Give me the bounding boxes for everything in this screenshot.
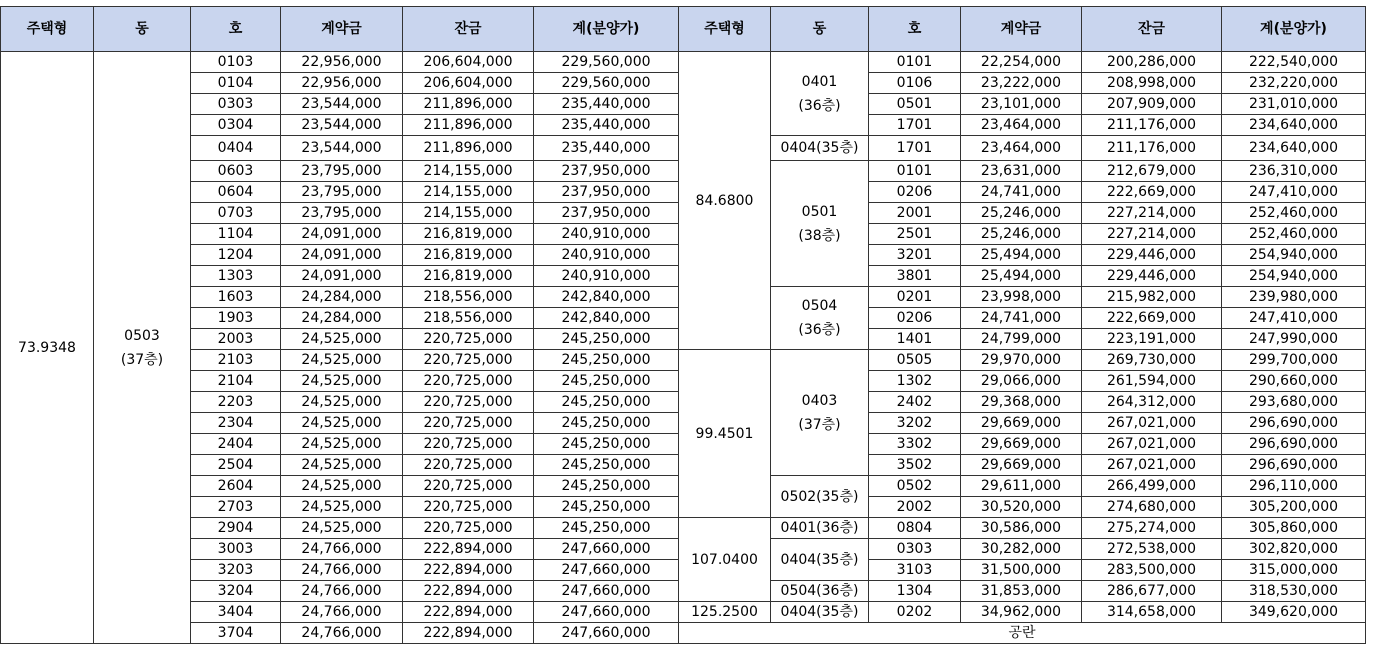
deposit-cell: 31,853,000	[961, 581, 1082, 602]
ho-cell: 2001	[869, 203, 961, 224]
total-cell: 229,560,000	[534, 73, 679, 94]
dong-cell-line: (36층)	[798, 322, 841, 338]
total-cell: 229,560,000	[534, 52, 679, 73]
total-cell: 296,690,000	[1222, 413, 1366, 434]
deposit-cell: 23,998,000	[961, 287, 1082, 308]
balance-cell: 269,730,000	[1082, 350, 1222, 371]
deposit-cell: 23,222,000	[961, 73, 1082, 94]
total-cell: 315,000,000	[1222, 560, 1366, 581]
balance-cell: 212,679,000	[1082, 161, 1222, 182]
deposit-cell: 34,962,000	[961, 602, 1082, 623]
total-cell: 247,660,000	[534, 560, 679, 581]
total-cell: 254,940,000	[1222, 266, 1366, 287]
total-cell: 247,660,000	[534, 539, 679, 560]
deposit-cell: 24,091,000	[281, 266, 403, 287]
column-header: 잔금	[1082, 7, 1222, 52]
dong-cell: 0404(35층)	[771, 136, 869, 161]
column-header: 동	[771, 7, 869, 52]
ho-cell: 2404	[191, 434, 281, 455]
total-cell: 245,250,000	[534, 413, 679, 434]
ho-cell: 0304	[191, 115, 281, 136]
balance-cell: 214,155,000	[403, 203, 534, 224]
deposit-cell: 24,525,000	[281, 434, 403, 455]
total-cell: 245,250,000	[534, 434, 679, 455]
ho-cell: 1104	[191, 224, 281, 245]
total-cell: 232,220,000	[1222, 73, 1366, 94]
deposit-cell: 24,766,000	[281, 560, 403, 581]
ho-cell: 0103	[191, 52, 281, 73]
ho-cell: 2604	[191, 476, 281, 497]
balance-cell: 220,725,000	[403, 329, 534, 350]
price-table	[0, 6, 1366, 644]
total-cell: 242,840,000	[534, 287, 679, 308]
dong-cell: 0404(35층)	[771, 539, 869, 581]
balance-cell: 220,725,000	[403, 518, 534, 539]
balance-cell: 223,191,000	[1082, 329, 1222, 350]
deposit-cell: 23,101,000	[961, 94, 1082, 115]
ho-cell: 1302	[869, 371, 961, 392]
ho-cell: 0404	[191, 136, 281, 161]
ho-cell: 1701	[869, 115, 961, 136]
column-header: 동	[94, 7, 191, 52]
ho-cell: 0101	[869, 52, 961, 73]
balance-cell: 220,725,000	[403, 455, 534, 476]
deposit-cell: 29,066,000	[961, 371, 1082, 392]
total-cell: 235,440,000	[534, 115, 679, 136]
deposit-cell: 29,669,000	[961, 455, 1082, 476]
ho-cell: 3302	[869, 434, 961, 455]
dong-cell: 0404(35층)	[771, 602, 869, 623]
total-cell: 245,250,000	[534, 350, 679, 371]
total-cell: 237,950,000	[534, 161, 679, 182]
deposit-cell: 29,368,000	[961, 392, 1082, 413]
ho-cell: 0505	[869, 350, 961, 371]
deposit-cell: 24,741,000	[961, 182, 1082, 203]
deposit-cell: 29,669,000	[961, 434, 1082, 455]
column-header: 계약금	[281, 7, 403, 52]
ho-cell: 2501	[869, 224, 961, 245]
ho-cell: 3404	[191, 602, 281, 623]
deposit-cell: 25,246,000	[961, 224, 1082, 245]
balance-cell: 220,725,000	[403, 413, 534, 434]
deposit-cell: 23,544,000	[281, 94, 403, 115]
dong-cell	[771, 287, 869, 350]
balance-cell: 222,894,000	[403, 581, 534, 602]
deposit-cell: 24,284,000	[281, 287, 403, 308]
ho-cell: 2003	[191, 329, 281, 350]
dong-cell-line: 0403	[801, 392, 838, 409]
total-cell: 302,820,000	[1222, 539, 1366, 560]
balance-cell: 211,896,000	[403, 94, 534, 115]
ho-cell: 0104	[191, 73, 281, 94]
deposit-cell: 24,525,000	[281, 329, 403, 350]
table-row	[1, 52, 1366, 73]
unit-type-cell: 99.4501	[679, 350, 771, 518]
deposit-cell: 24,525,000	[281, 413, 403, 434]
deposit-cell: 25,246,000	[961, 203, 1082, 224]
ho-cell: 2504	[191, 455, 281, 476]
ho-cell: 3203	[191, 560, 281, 581]
deposit-cell: 24,766,000	[281, 623, 403, 644]
total-cell: 318,530,000	[1222, 581, 1366, 602]
unit-type-cell: 73.9348	[1, 52, 94, 644]
total-cell: 237,950,000	[534, 203, 679, 224]
column-header: 계(분양가)	[1222, 7, 1366, 52]
table-row	[1, 518, 1366, 539]
dong-cell-line: (38층)	[798, 227, 841, 244]
total-cell: 245,250,000	[534, 497, 679, 518]
deposit-cell: 23,464,000	[961, 115, 1082, 136]
deposit-cell: 24,525,000	[281, 497, 403, 518]
ho-cell: 3801	[869, 266, 961, 287]
balance-cell: 286,677,000	[1082, 581, 1222, 602]
total-cell: 247,410,000	[1222, 182, 1366, 203]
balance-cell: 229,446,000	[1082, 266, 1222, 287]
deposit-cell: 24,525,000	[281, 518, 403, 539]
column-header: 주택형	[1, 7, 94, 52]
ho-cell: 0303	[869, 539, 961, 560]
total-cell: 234,640,000	[1222, 136, 1366, 161]
total-cell: 245,250,000	[534, 329, 679, 350]
balance-cell: 220,725,000	[403, 350, 534, 371]
ho-cell: 0804	[869, 518, 961, 539]
deposit-cell: 22,956,000	[281, 73, 403, 94]
dong-cell-line: 0504	[801, 298, 838, 314]
ho-cell: 2304	[191, 413, 281, 434]
balance-cell: 207,909,000	[1082, 94, 1222, 115]
total-cell: 296,690,000	[1222, 455, 1366, 476]
deposit-cell: 23,795,000	[281, 203, 403, 224]
ho-cell: 0206	[869, 308, 961, 329]
total-cell: 245,250,000	[534, 371, 679, 392]
ho-cell: 3103	[869, 560, 961, 581]
total-cell: 231,010,000	[1222, 94, 1366, 115]
ho-cell: 0202	[869, 602, 961, 623]
balance-cell: 267,021,000	[1082, 413, 1222, 434]
total-cell: 296,690,000	[1222, 434, 1366, 455]
total-cell: 245,250,000	[534, 476, 679, 497]
total-cell: 222,540,000	[1222, 52, 1366, 73]
ho-cell: 3204	[191, 581, 281, 602]
unit-type-cell: 125.2500	[679, 602, 771, 623]
balance-cell: 206,604,000	[403, 73, 534, 94]
deposit-cell: 29,611,000	[961, 476, 1082, 497]
balance-cell: 220,725,000	[403, 476, 534, 497]
balance-cell: 214,155,000	[403, 161, 534, 182]
deposit-cell: 23,631,000	[961, 161, 1082, 182]
ho-cell: 3704	[191, 623, 281, 644]
total-cell: 247,660,000	[534, 623, 679, 644]
ho-cell: 0206	[869, 182, 961, 203]
ho-cell: 1903	[191, 308, 281, 329]
deposit-cell: 24,284,000	[281, 308, 403, 329]
total-cell: 240,910,000	[534, 266, 679, 287]
table-row	[1, 350, 1366, 371]
deposit-cell: 30,520,000	[961, 497, 1082, 518]
balance-cell: 200,286,000	[1082, 52, 1222, 73]
ho-cell: 0303	[191, 94, 281, 115]
ho-cell: 1204	[191, 245, 281, 266]
balance-cell: 218,556,000	[403, 287, 534, 308]
ho-cell: 1701	[869, 136, 961, 161]
total-cell: 247,990,000	[1222, 329, 1366, 350]
table-row	[1, 602, 1366, 623]
ho-cell: 0501	[869, 94, 961, 115]
ho-cell: 1304	[869, 581, 961, 602]
column-header: 계약금	[961, 7, 1082, 52]
balance-cell: 267,021,000	[1082, 455, 1222, 476]
empty-cell: 공란	[679, 623, 1366, 644]
column-header: 잔금	[403, 7, 534, 52]
total-cell: 254,940,000	[1222, 245, 1366, 266]
total-cell: 235,440,000	[534, 136, 679, 161]
total-cell: 237,950,000	[534, 182, 679, 203]
deposit-cell: 29,669,000	[961, 413, 1082, 434]
ho-cell: 0101	[869, 161, 961, 182]
dong-cell-line: 0501	[801, 203, 838, 220]
table-body	[1, 52, 1366, 644]
balance-cell: 211,176,000	[1082, 136, 1222, 161]
total-cell: 245,250,000	[534, 518, 679, 539]
balance-cell: 261,594,000	[1082, 371, 1222, 392]
column-header: 계(분양가)	[534, 7, 679, 52]
total-cell: 247,410,000	[1222, 308, 1366, 329]
total-cell: 349,620,000	[1222, 602, 1366, 623]
total-cell: 252,460,000	[1222, 203, 1366, 224]
deposit-cell: 24,525,000	[281, 455, 403, 476]
ho-cell: 2103	[191, 350, 281, 371]
balance-cell: 275,274,000	[1082, 518, 1222, 539]
column-header: 주택형	[679, 7, 771, 52]
total-cell: 252,460,000	[1222, 224, 1366, 245]
balance-cell: 220,725,000	[403, 371, 534, 392]
balance-cell: 272,538,000	[1082, 539, 1222, 560]
balance-cell: 211,896,000	[403, 136, 534, 161]
ho-cell: 2703	[191, 497, 281, 518]
total-cell: 245,250,000	[534, 455, 679, 476]
deposit-cell: 25,494,000	[961, 245, 1082, 266]
dong-cell	[771, 161, 869, 287]
dong-cell	[94, 52, 191, 644]
balance-cell: 211,176,000	[1082, 115, 1222, 136]
deposit-cell: 25,494,000	[961, 266, 1082, 287]
dong-cell-line: (37층)	[120, 351, 164, 368]
total-cell: 305,860,000	[1222, 518, 1366, 539]
deposit-cell: 24,525,000	[281, 350, 403, 371]
balance-cell: 229,446,000	[1082, 245, 1222, 266]
balance-cell: 220,725,000	[403, 434, 534, 455]
column-header: 호	[869, 7, 961, 52]
total-cell: 305,200,000	[1222, 497, 1366, 518]
dong-cell-line: (36층)	[798, 97, 841, 114]
balance-cell: 227,214,000	[1082, 224, 1222, 245]
balance-cell: 222,669,000	[1082, 308, 1222, 329]
deposit-cell: 22,254,000	[961, 52, 1082, 73]
ho-cell: 1303	[191, 266, 281, 287]
balance-cell: 222,894,000	[403, 623, 534, 644]
balance-cell: 215,982,000	[1082, 287, 1222, 308]
deposit-cell: 24,525,000	[281, 476, 403, 497]
balance-cell: 267,021,000	[1082, 434, 1222, 455]
total-cell: 234,640,000	[1222, 115, 1366, 136]
deposit-cell: 24,091,000	[281, 224, 403, 245]
balance-cell: 222,894,000	[403, 560, 534, 581]
deposit-cell: 22,956,000	[281, 52, 403, 73]
total-cell: 236,310,000	[1222, 161, 1366, 182]
header-row	[1, 7, 1366, 52]
balance-cell: 266,499,000	[1082, 476, 1222, 497]
balance-cell: 227,214,000	[1082, 203, 1222, 224]
ho-cell: 2002	[869, 497, 961, 518]
dong-cell	[771, 350, 869, 476]
total-cell: 240,910,000	[534, 224, 679, 245]
balance-cell: 220,725,000	[403, 392, 534, 413]
deposit-cell: 24,741,000	[961, 308, 1082, 329]
balance-cell: 214,155,000	[403, 182, 534, 203]
total-cell: 299,700,000	[1222, 350, 1366, 371]
deposit-cell: 24,766,000	[281, 539, 403, 560]
dong-cell: 0401(36층)	[771, 518, 869, 539]
dong-cell: 0504(36층)	[771, 581, 869, 602]
balance-cell: 220,725,000	[403, 497, 534, 518]
total-cell: 235,440,000	[534, 94, 679, 115]
column-header: 호	[191, 7, 281, 52]
balance-cell: 216,819,000	[403, 245, 534, 266]
balance-cell: 216,819,000	[403, 224, 534, 245]
ho-cell: 0604	[191, 182, 281, 203]
deposit-cell: 24,525,000	[281, 371, 403, 392]
balance-cell: 283,500,000	[1082, 560, 1222, 581]
table-row	[1, 623, 1366, 644]
ho-cell: 1401	[869, 329, 961, 350]
dong-cell: 0502(35층)	[771, 476, 869, 518]
balance-cell: 211,896,000	[403, 115, 534, 136]
deposit-cell: 24,766,000	[281, 581, 403, 602]
ho-cell: 2904	[191, 518, 281, 539]
balance-cell: 314,658,000	[1082, 602, 1222, 623]
dong-cell-line: 0401	[801, 73, 838, 90]
ho-cell: 0106	[869, 73, 961, 94]
total-cell: 247,660,000	[534, 602, 679, 623]
balance-cell: 208,998,000	[1082, 73, 1222, 94]
ho-cell: 2203	[191, 392, 281, 413]
balance-cell: 216,819,000	[403, 266, 534, 287]
ho-cell: 0502	[869, 476, 961, 497]
deposit-cell: 24,766,000	[281, 602, 403, 623]
ho-cell: 3202	[869, 413, 961, 434]
ho-cell: 2104	[191, 371, 281, 392]
dong-cell-line: 0503	[124, 327, 160, 344]
ho-cell: 3502	[869, 455, 961, 476]
ho-cell: 3003	[191, 539, 281, 560]
dong-cell	[771, 52, 869, 136]
deposit-cell: 24,525,000	[281, 392, 403, 413]
balance-cell: 222,894,000	[403, 539, 534, 560]
balance-cell: 206,604,000	[403, 52, 534, 73]
unit-type-cell: 107.0400	[679, 518, 771, 602]
deposit-cell: 23,464,000	[961, 136, 1082, 161]
deposit-cell: 23,795,000	[281, 182, 403, 203]
total-cell: 239,980,000	[1222, 287, 1366, 308]
balance-cell: 218,556,000	[403, 308, 534, 329]
balance-cell: 264,312,000	[1082, 392, 1222, 413]
total-cell: 247,660,000	[534, 581, 679, 602]
deposit-cell: 23,544,000	[281, 115, 403, 136]
ho-cell: 3201	[869, 245, 961, 266]
ho-cell: 0201	[869, 287, 961, 308]
balance-cell: 274,680,000	[1082, 497, 1222, 518]
deposit-cell: 24,799,000	[961, 329, 1082, 350]
dong-cell-line: (37층)	[798, 416, 841, 433]
total-cell: 242,840,000	[534, 308, 679, 329]
unit-type-cell: 84.6800	[679, 52, 771, 350]
deposit-cell: 23,795,000	[281, 161, 403, 182]
deposit-cell: 23,544,000	[281, 136, 403, 161]
total-cell: 293,680,000	[1222, 392, 1366, 413]
deposit-cell: 30,586,000	[961, 518, 1082, 539]
ho-cell: 0703	[191, 203, 281, 224]
ho-cell: 0603	[191, 161, 281, 182]
total-cell: 240,910,000	[534, 245, 679, 266]
deposit-cell: 24,091,000	[281, 245, 403, 266]
ho-cell: 1603	[191, 287, 281, 308]
ho-cell: 2402	[869, 392, 961, 413]
deposit-cell: 29,970,000	[961, 350, 1082, 371]
total-cell: 296,110,000	[1222, 476, 1366, 497]
total-cell: 245,250,000	[534, 392, 679, 413]
balance-cell: 222,669,000	[1082, 182, 1222, 203]
total-cell: 290,660,000	[1222, 371, 1366, 392]
deposit-cell: 30,282,000	[961, 539, 1082, 560]
deposit-cell: 31,500,000	[961, 560, 1082, 581]
balance-cell: 222,894,000	[403, 602, 534, 623]
